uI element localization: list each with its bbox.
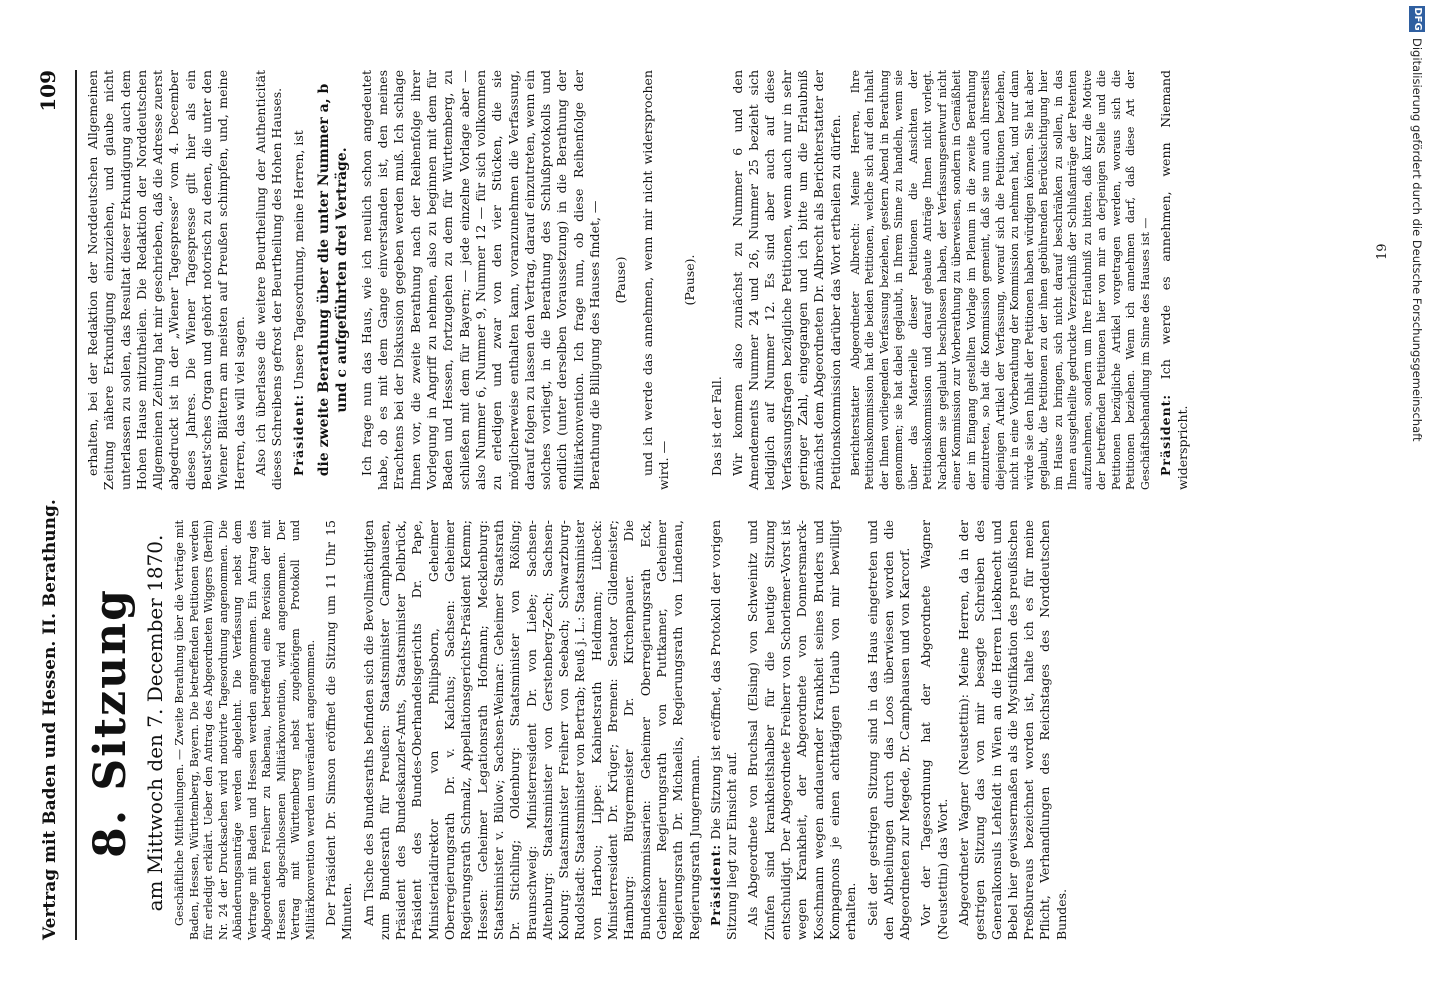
president-paragraph-1: Präsident: Unsere Tagesordnung, meine Herren, ist [290, 130, 306, 476]
excused-paragraph: Als Abgeordnete von Bruchsal (Elsing) von Schweinitz und Zünfen sind krankheitshalber für die heutige Sitzung entschuldigt. Der Abgeordnete Freiherr von Schorlemer-Vorst ist wegen Krankheit, der Abgeordnete von Donnersmarck-Koschmann wegen andauernder Krankheit seines Bruders und Kompagnons je einen achttägigen Urlaub von mir bewilligt erhalten. [745, 520, 859, 940]
petitions-paragraph: Wir kommen also zunächst zu Nummer 6 und den Amendements Nummer 24 und 26, Nummer 25 bezieht sich lediglich auf Nummer 12. Es sind aber auch auf diese Verfassungsfragen bezügliche Petitionen, wenn auch nur in sehr geringer Zahl, eingegangen und ich bitte um die Erlaubniß zunächst dem Abgeordneten Dr. Albrecht als Berichterstatter der Petitionskommission darüber das Wort ertheilen zu dürfen. [729, 70, 843, 490]
dfg-credit: Digitalisierung gefördert durch die Deutsche Forschungsgemeinschaft [1410, 38, 1424, 442]
running-header [36, 70, 70, 940]
session-summary: Geschäftliche Mittheilungen. — Zweite Berathung über die Verträge mit Baden, Hessen, Württemberg, Bayern. Die betreffenden Petitionen werden für erledigt erklärt. Ueber den Antrag des Abgeordneten Wiggers (Berlin) Nr. 24 der Drucksachen wird motivirte Tagesordnung angenommen. Die Abänderungsanträge werden abgelehnt. Die Verfassung nebst dem Vertrage mit Baden und Hessen werden angenommen. Ein Antrag des Abgeordneten Freiherr zu Rabenau, betreffend eine Revision der mit Hessen abgeschlossenen Militärkonvention, wird angenommen. Der Vertrag mit Württemberg nebst zugehörigem Protokoll und Militärkonvention werden unverändert angenommen. [173, 520, 317, 940]
running-head: Vertrag mit Baden und Hessen. II. Berathung. [40, 499, 60, 940]
dfg-sidebar [1406, 0, 1428, 1000]
order-paragraph: Vor der Tagesordnung hat der Abgeordnete Wagner (Neustettin) das Wort. [918, 520, 950, 940]
speaker-label: Präsident: [1158, 393, 1174, 476]
president-paragraph-final: Präsident: Ich werde es annehmen, wenn Niemand widerspricht. [1158, 70, 1190, 490]
session-date: am Mittwoch den 7. December 1870. [143, 534, 167, 912]
agenda-item: die zweite Berathung über die unter Nummer a, b und c aufgeführten drei Verträge. [315, 83, 350, 477]
speaker-label: Präsident: [707, 843, 723, 926]
session-title: 8. Sitzung [85, 588, 136, 858]
right-column [85, 70, 1196, 490]
dfg-logo: DFG [1409, 6, 1425, 32]
signature-mark: 19 [1375, 243, 1390, 260]
page-number: 109 [36, 70, 60, 112]
question-paragraph: Ich frage nun das Haus, wie ich neulich schon angedeutet habe, ob es mit dem Gange einverstanden ist, den meines Erachtens bei der Diskussion gegeben werden muß. Ich schlage Ihnen vor, die zweite Berathung nach der Reihenfolge ihrer Vorlegung in Angriff zu nehmen, also zu beginnen mit dem für Baden und Hessen, fortzugehen zu dem für Württemberg, zu schließen mit dem für Bayern; — jede einzelne Vorlage aber — also Nummer 6, Nummer 9, Nummer 12 — für sich vollkommen zu erledigen und zwar von den vier Stücken, die sie möglicherweise enthalten kann, voranzunehmen die Verfassung, darauf folgen zu lassen den Vertrag, darauf einzutreten, wenn ein solches vorliegt, in die Berathung des Schlußprotokolls und endlich (unter derselben Voraussetzung) in die Berathung der Militärkonvention. Ich frage nun, ob diese Reihenfolge der Berathung die Billigung des Hauses findet, — [358, 70, 603, 490]
speaker-label: Präsident: [290, 393, 306, 476]
albrecht-paragraph: Berichterstatter Abgeordneter Albrecht: Meine Herren, Ihre Petitionskommission hat die beiden Petitionen, welche sich auf den Inhalt der Ihnen vorliegenden Verfassung beziehen, gestern Abend in Berathung genommen; sie hat dabei geglaubt, in Ihrem Sinne zu handeln, wenn sie über das Materielle dieser Petitionen die Ansichten der Petitionskommission und darauf gebaute Anträge Ihnen nicht vorlegt. Nachdem sie geglaubt beschlossen haben, der Verfassungsentwurf nicht einer Kommission zur Vorberathung zu überweisen, sondern in Gemäßheit der im Eingang gestellten Vorlage im Plenum in die zweite Berathung einzutreten, so hat die Kommission gemeint, daß sie nun auch ihrerseits diejenigen Artikel der Verfassung, worauf sich die Petitionen beziehen, nicht in eine Vorberathung der Kommission zu nehmen hat, und nur dann würde sie den Inhalt der Petitionen haben würdigen können. Sie hat aber geglaubt, die Petitionen zu der ihnen gebührenden Berücksichtigung hier im Hause zu bringen, sich nicht darauf beschränken zu sollen, in das Ihnen ausgetheilte gedruckte Verzeichniß der Schlußanträge der Petenten aufzunehmen, sondern um Ihre Erlaubniß zu bitten, daß kurz die Motive der betreffenden Petitionen hier von mir an derjenigen Stelle und die Petitionen bezügliche Artikel vorgetragen werden, woraus sich die Petitionen beziehen. Wenn ich annehmen darf, daß diese Art der Geschäftsbehandlung im Sinne des Hauses ist — [848, 70, 1152, 490]
fall-paragraph: Das ist der Fall. [708, 376, 724, 476]
president-paragraph: Präsident: Die Sitzung ist eröffnet, das Protokoll der vorigen Sitzung liegt zur Einsicht auf. [707, 520, 740, 940]
continuation-paragraph: erhalten, bei der Redaktion der Norddeutschen Allgemeinen Zeitung nähere Erkundigung einzuziehen, und glaube nicht unterlassen zu sollen, das Resultat dieser Erkundigung auch dem Hohen Hause mitzutheilen. Die Redaktion der Norddeutschen Allgemeinen Zeitung hat mir geschrieben, daß die Adresse zuerst abgedruckt ist in der „Wiener Tagespresse“ vom 4. December dieses Jahres. Die Wiener Tagespresse gilt hier als ein Beust'sches Organ und gehört notorisch zu denen, die unter den Wiener Blättern am meisten auf Preußen schimpfen, und, meine Herren, das will viel sagen. [85, 70, 247, 490]
opening-paragraph: Der Präsident Dr. Simson eröffnet die Sitzung um 11 Uhr 15 Minuten. [323, 520, 355, 940]
new-members-paragraph: Seit der gestrigen Sitzung sind in das Haus eingetreten und den Abtheilungen durch das Loos überwiesen worden die Abgeordneten zur Megede, Dr. Camphausen und von Karcorf. [864, 520, 913, 940]
bundesrath-paragraph: Am Tische des Bundesraths befinden sich die Bevollmächtigten zum Bundesrath für Preußen: Staatsminister Camphausen, Präsident des Bundeskanzler-Amts, Staatsminister Delbrück, Präsident des Bundes-Oberhandelsgerichts Dr. Pape, Ministerialdirektor von Philipsborn, Geheimer Oberregierungsrath Dr. v. Kalchus; Sachsen: Geheimer Regierungsrath Schmalz, Appellationsgerichts-Präsident Klemm; Hessen: Geheimer Legationsrath Hofmann; Mecklenburg: Staatsminister v. Bülow; Sachsen-Weimar: Geheimer Staatsrath Dr. Stichling; Oldenburg: Staatsminister von Rößing; Braunschweig: Ministerresident Dr. von Liebe; Sachsen-Altenburg: Staatsminister von Gerstenberg-Zech; Sachsen-Koburg: Staatsminister Freiherr von Seebach; Schwarzburg-Rudolstadt: Staatsminister von Bertrab; Reuß j. L.: Staatsminister von Harbou; Lippe: Kabinetsrath Heldmann; Lübeck: Ministerresident Dr. Krüger; Bremen: Senator Gildemeister; Hamburg: Bürgermeister Dr. Kirchenpauer. Die Bundeskommissarien: Geheimer Oberregierungsrath Eck, Geheimer Regierungsrath von Puttkamer, Geheimer Regierungsrath Dr. Michaelis, Regierungsrath von Lindenau, Regierungsrath Jungermann. [360, 520, 702, 940]
pause-note-2: (Pause). [682, 254, 698, 306]
assume-paragraph: und ich werde das annehmen, wenn mir nicht widersprochen wird. — [639, 70, 671, 490]
pause-note-1: (Pause) [613, 256, 629, 304]
left-column [85, 520, 1075, 940]
wagner-paragraph: Abgeordneter Wagner (Neustettin): Meine Herren, da in der gestrigen Sitzung das von mir besagte Schreiben des Generalkonsuls Lehfeldt in Wien an die Herren Liebknecht und Bebel hier gewissermaßen als die Mystifikation des preußischen Preßbureaus bezeichnet worden ist, halte ich es für meine Pflicht, Verhandlungen des Reichstages des Norddeutschen Bundes. [955, 520, 1069, 940]
header-rule [75, 70, 77, 940]
continuation-paragraph-2: Also ich überlasse die weitere Beurtheilung der Authenticität dieses Schreibens gefrost der Beurtheilung des Hohen Hauses. [252, 70, 285, 490]
